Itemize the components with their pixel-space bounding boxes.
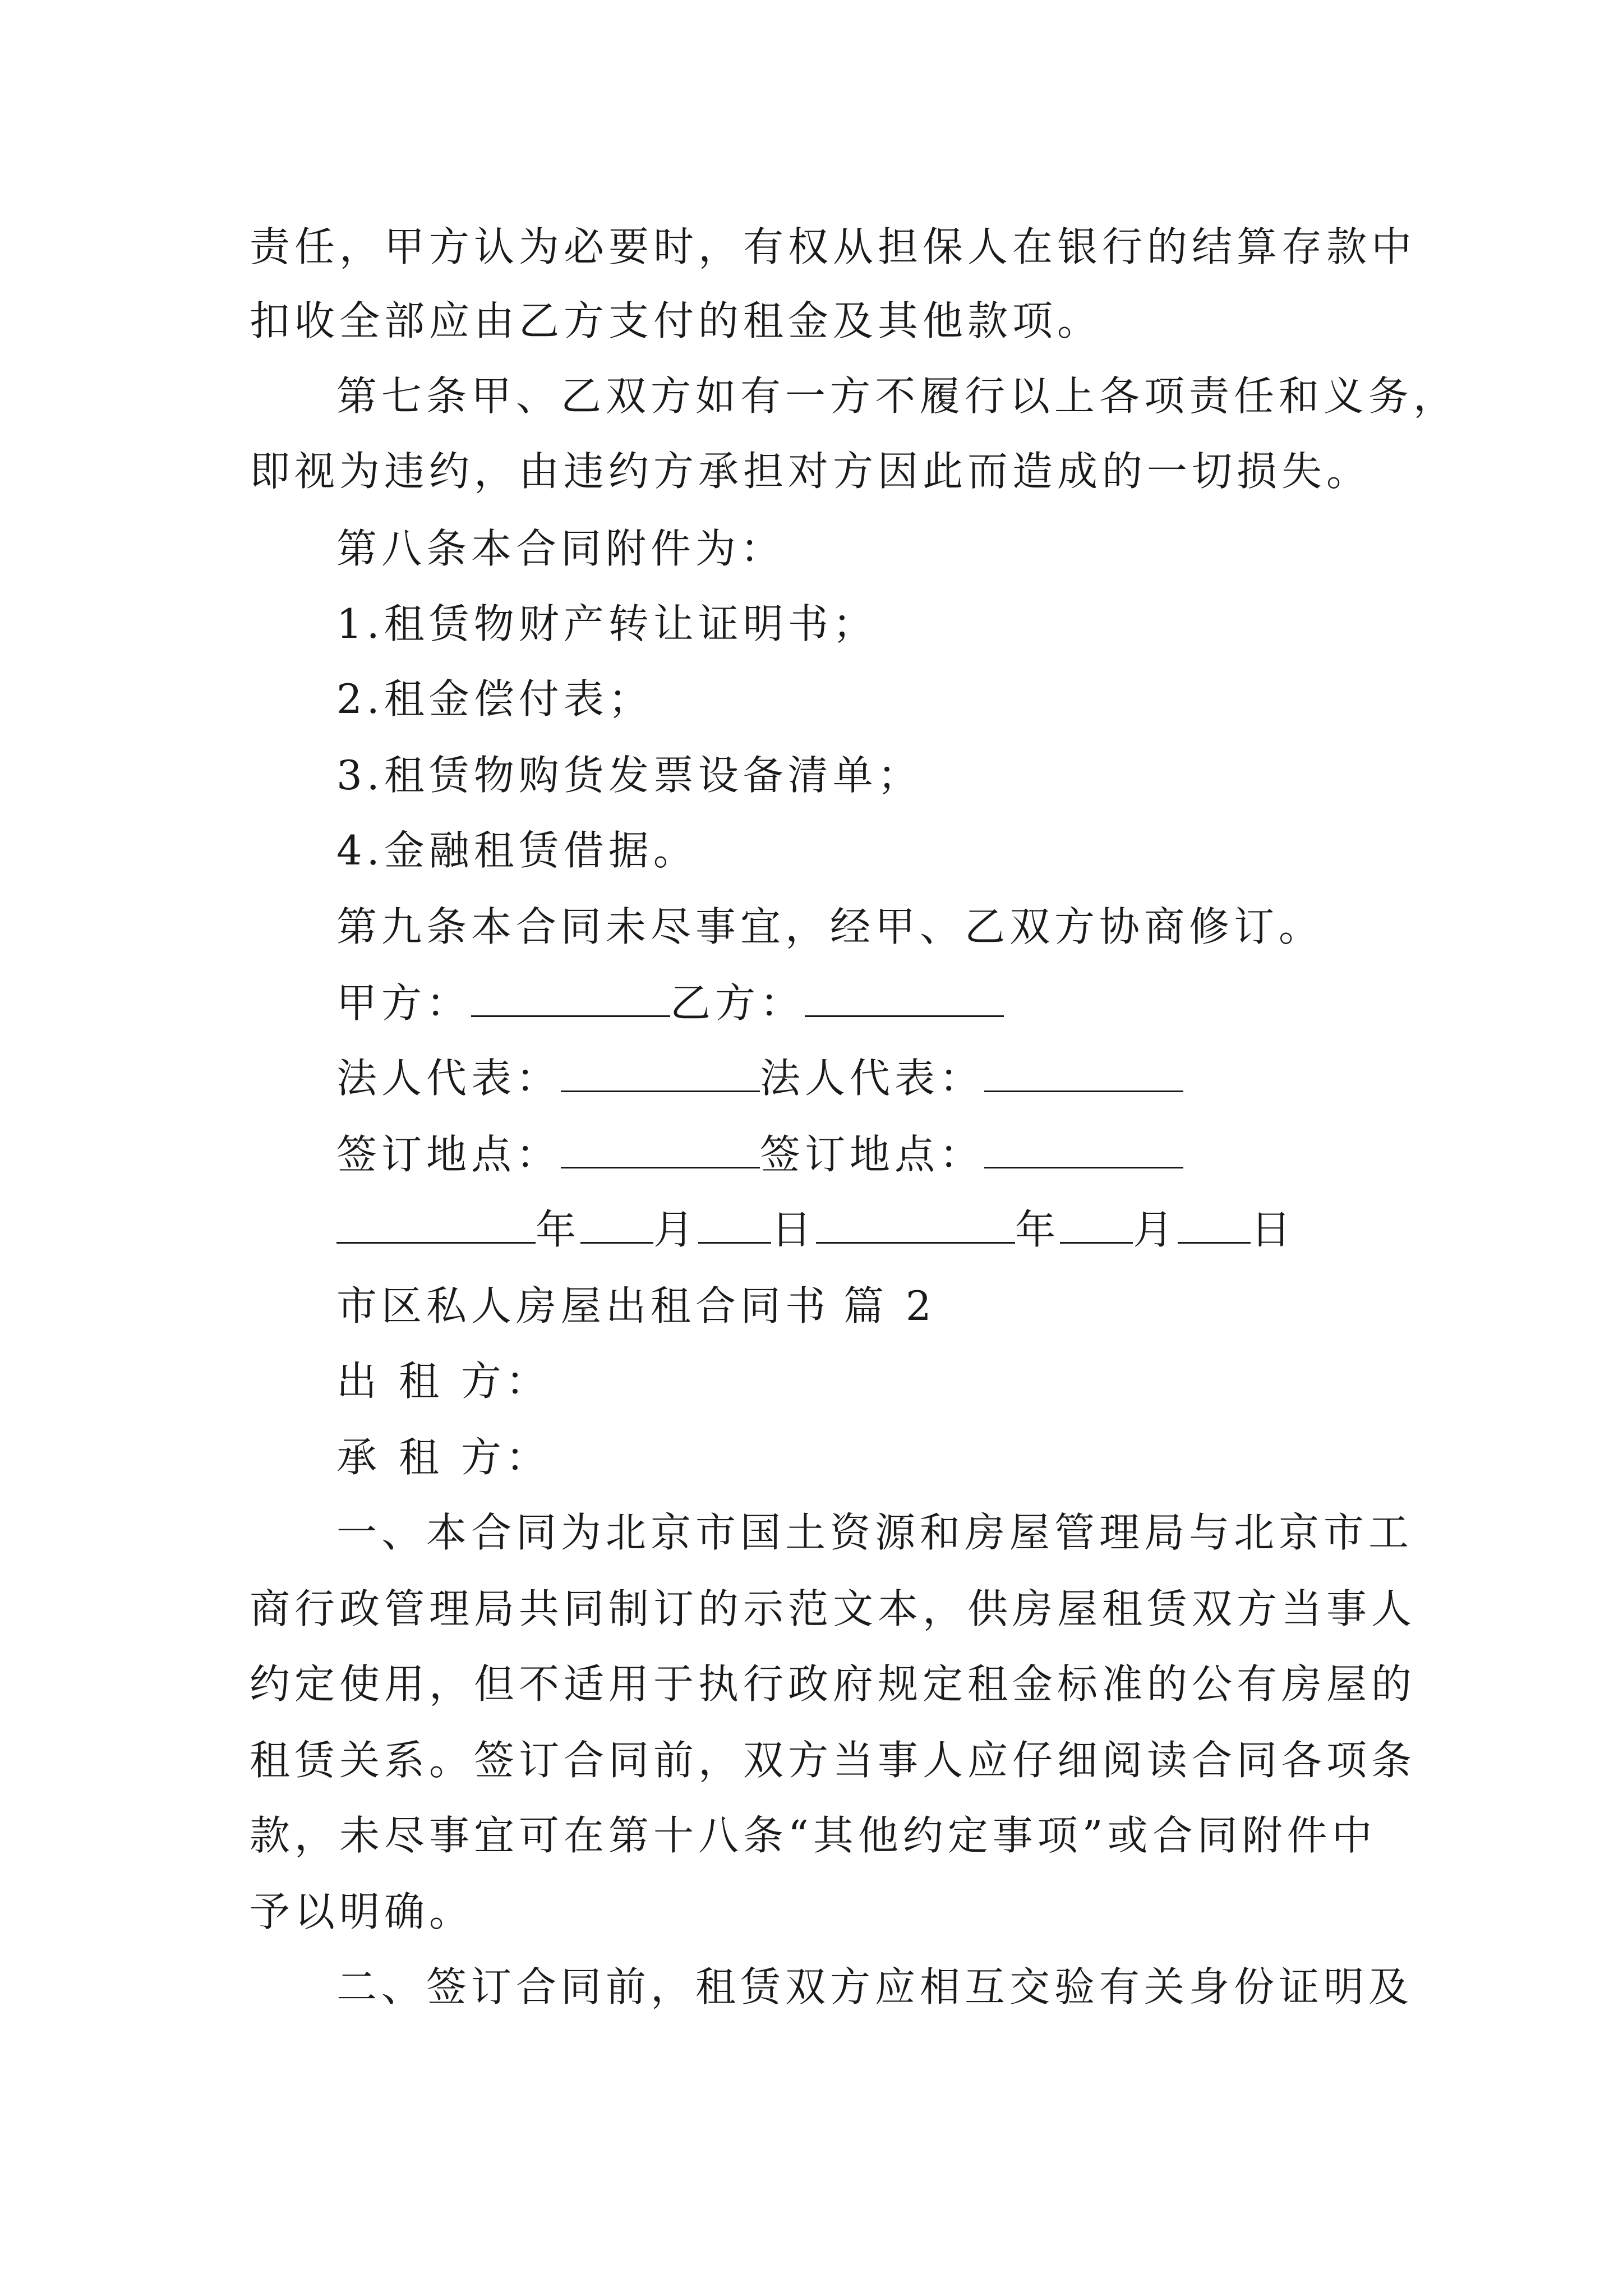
rep-a-label: 法人代表： <box>336 1055 561 1102</box>
lessee-label: 承 租 方： <box>336 1434 551 1481</box>
paragraph-line: 款，未尽事宜可在第十八条“其他约定事项”或合同附件中 <box>250 1812 1377 1859</box>
party-b-label: 乙方： <box>670 979 805 1027</box>
place-b-label: 签订地点： <box>760 1131 985 1178</box>
party-a-blank <box>471 981 670 1017</box>
paragraph-line: 第七条甲、乙双方如有一方不履行以上各项责任和义务， <box>336 372 1459 420</box>
signature-place-row <box>336 1126 1183 1182</box>
signature-date-row <box>336 1202 1295 1258</box>
section-title <box>336 1278 936 1334</box>
month-blank <box>580 1207 653 1244</box>
list-item: 1.租赁物财产转让证明书； <box>336 600 878 647</box>
paragraph-line: 扣收全部应由乙方支付的租金及其他款项。 <box>250 297 1103 344</box>
section-title-suffix: 篇 2 <box>843 1282 936 1329</box>
list-item: 3.租赁物购货发票设备清单； <box>336 752 923 799</box>
day-blank <box>1178 1207 1251 1244</box>
party-a-label: 甲方： <box>336 979 472 1027</box>
month-label: 月 <box>1133 1206 1178 1253</box>
signature-party-row <box>336 975 1004 1031</box>
day-label: 日 <box>771 1206 817 1253</box>
month-label: 月 <box>653 1206 699 1253</box>
paragraph-line: 商行政管理局共同制订的示范文本，供房屋租赁双方当事人 <box>250 1585 1417 1632</box>
paragraph-line: 即视为违约，由违约方承担对方因此而造成的一切损失。 <box>250 448 1372 495</box>
list-item: 4.金融租赁借据。 <box>336 827 698 874</box>
rep-b-label: 法人代表： <box>760 1055 985 1102</box>
place-b-blank <box>984 1132 1183 1168</box>
year-label: 年 <box>536 1206 581 1253</box>
year-label: 年 <box>1015 1206 1061 1253</box>
rep-a-blank <box>561 1056 760 1092</box>
signature-rep-row <box>336 1050 1183 1106</box>
place-a-label: 签订地点： <box>336 1131 561 1178</box>
section-title-text: 市区私人房屋出租合同书 <box>336 1282 831 1329</box>
day-blank <box>698 1207 771 1244</box>
rep-b-blank <box>984 1056 1183 1092</box>
party-b-blank <box>805 981 1004 1017</box>
month-blank <box>1060 1207 1133 1244</box>
place-a-blank <box>561 1132 760 1168</box>
day-label: 日 <box>1251 1206 1296 1253</box>
year-blank <box>816 1207 1015 1244</box>
lessor-label: 出 租 方： <box>336 1358 551 1405</box>
paragraph-line: 租赁关系。签订合同前，双方当事人应仔细阅读合同各项条 <box>250 1737 1417 1784</box>
paragraph-line: 一、本合同为北京市国土资源和房屋管理局与北京市工 <box>336 1509 1414 1556</box>
list-item: 2.租金偿付表； <box>336 675 653 723</box>
paragraph-line: 约定使用，但不适用于执行政府规定租金标准的公有房屋的 <box>250 1660 1417 1708</box>
paragraph-line: 第九条本合同未尽事宜，经甲、乙双方协商修订。 <box>336 903 1324 950</box>
paragraph-line: 予以明确。 <box>250 1888 474 1935</box>
paragraph-line: 责任，甲方认为必要时，有权从担保人在银行的结算存款中 <box>250 223 1417 270</box>
article-heading: 第八条本合同附件为： <box>336 525 786 572</box>
paragraph-line: 二、签订合同前，租赁双方应相互交验有关身份证明及 <box>336 1963 1414 2010</box>
year-blank <box>336 1207 536 1244</box>
